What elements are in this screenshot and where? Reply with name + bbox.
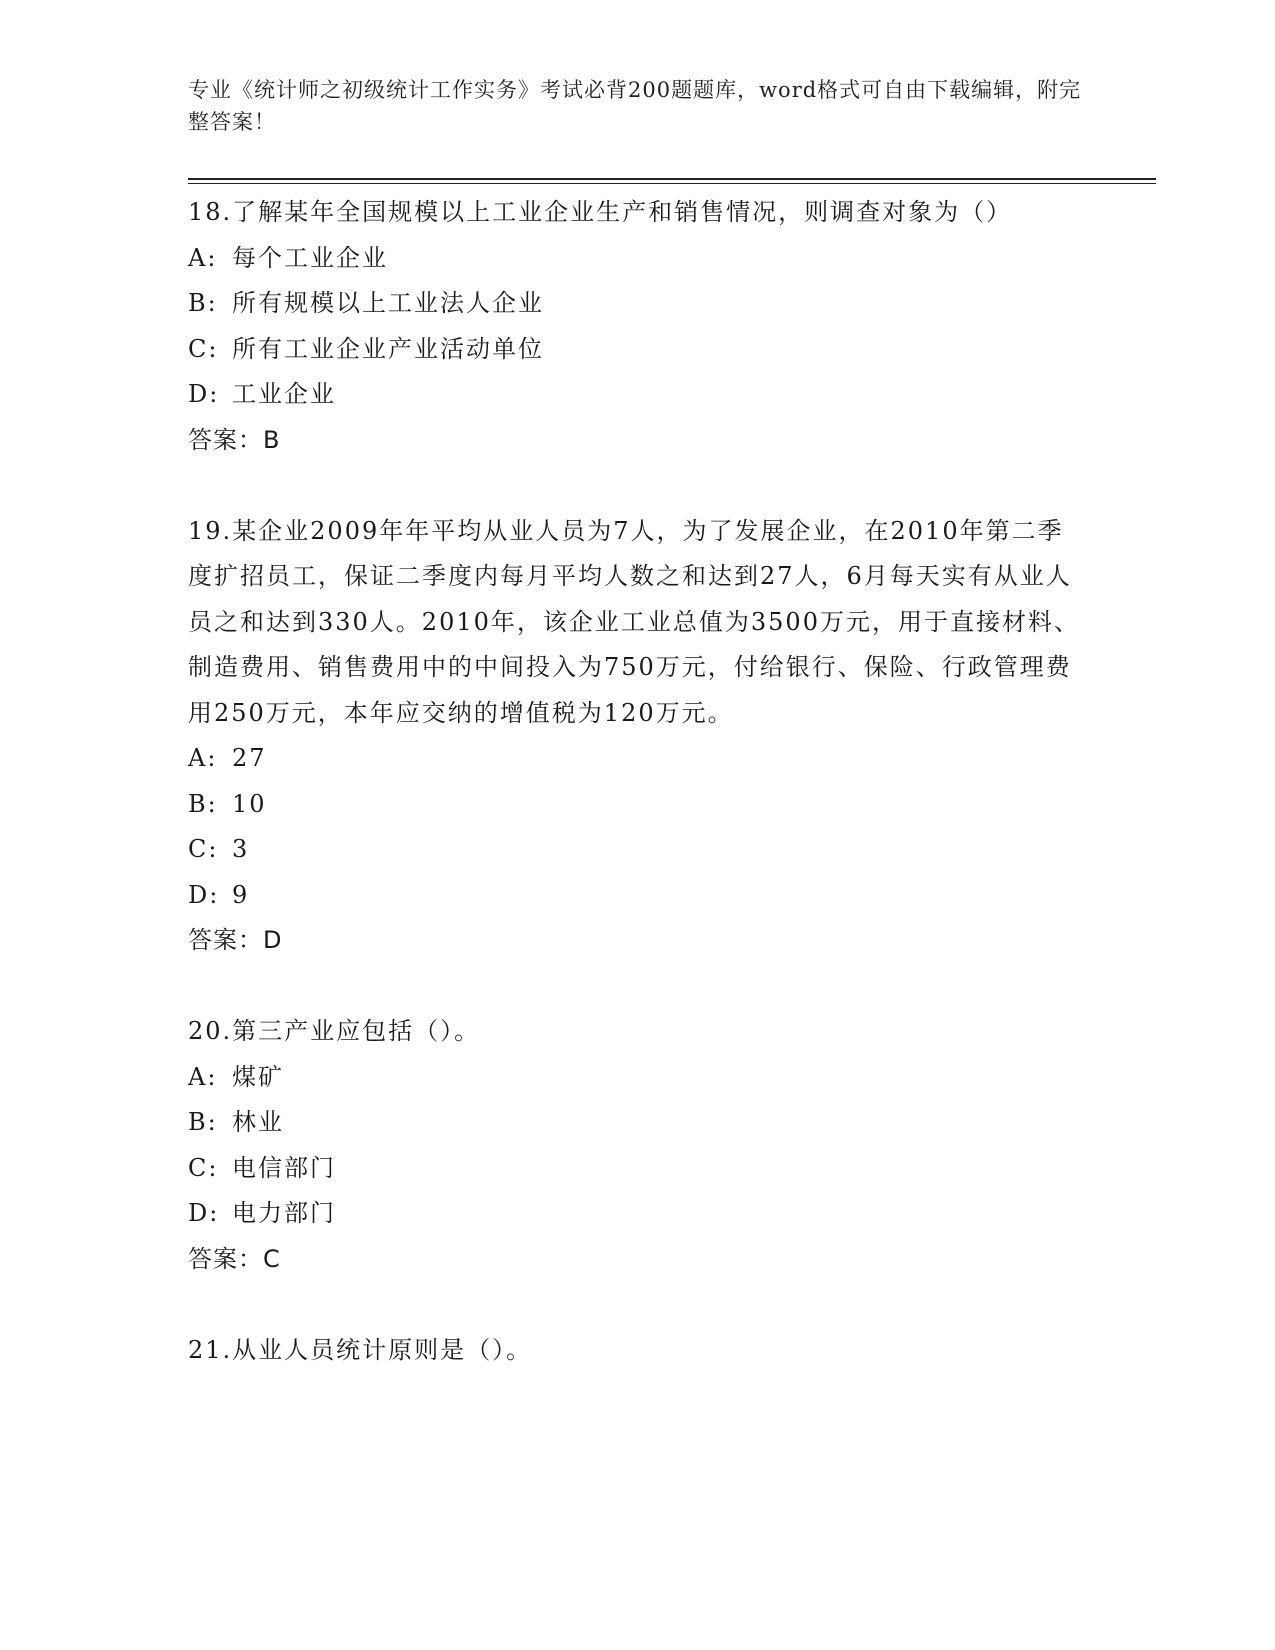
question-stem: 18.了解某年全国规模以上工业企业生产和销售情况，则调查对象为（）: [188, 198, 1013, 226]
question-spacer: [188, 463, 1088, 509]
option-letter: C:: [188, 334, 219, 363]
option-letter: C:: [188, 1153, 219, 1182]
option-text: 电信部门: [232, 1153, 336, 1182]
option-text: 所有规模以上工业法人企业: [232, 289, 544, 317]
document-header: [188, 74, 1088, 138]
question-19: [188, 509, 1088, 964]
header-divider-thin: [188, 183, 1156, 184]
option-letter: D:: [188, 380, 220, 408]
option-d: [188, 873, 1088, 919]
option-text: 工业企业: [232, 380, 336, 408]
option-letter: D:: [188, 880, 220, 909]
option-text: 电力部门: [232, 1199, 336, 1227]
question-stem: 20.第三产业应包括（）。: [188, 1017, 481, 1045]
option-text: 每个工业企业: [232, 243, 388, 272]
header-divider-thick: [188, 178, 1156, 180]
question-18: [188, 190, 1088, 463]
question-21: [188, 1328, 1088, 1374]
option-letter: A:: [188, 243, 218, 272]
option-d: [188, 372, 1088, 418]
option-c: [188, 827, 1088, 873]
option-letter: B:: [188, 789, 218, 818]
option-letter: A:: [188, 1062, 218, 1091]
option-letter: D:: [188, 1199, 220, 1227]
option-d: [188, 1191, 1088, 1237]
option-a: [188, 236, 1088, 282]
option-a: [188, 1055, 1088, 1101]
option-letter: B:: [188, 1108, 218, 1136]
question-stem: 19.某企业2009年年平均从业人员为7人，为了发展企业，在2010年第二季度扩招员工，保证二季度内每月平均人数之和达到27人，6月每天实有从业人员之和达到330人。2010年，该企业工业总值为3500万元，用于直接材料、制造费用、销售费用中的中间投入为750万元，付给银行、保险、行政管理费用250万元，本年应交纳的增值税为120万元。: [188, 516, 1080, 727]
answer-line: 答案：D: [188, 926, 283, 954]
question-list: [188, 190, 1088, 1373]
question-spacer: [188, 964, 1088, 1010]
option-b: [188, 281, 1088, 327]
question-20: [188, 1009, 1088, 1282]
option-c: [188, 327, 1088, 373]
option-a: [188, 736, 1088, 782]
option-text: 9: [232, 880, 250, 909]
option-text: 煤矿: [232, 1062, 284, 1091]
option-c: [188, 1146, 1088, 1192]
option-text: 27: [232, 744, 267, 772]
answer-line: 答案：B: [188, 425, 281, 454]
answer-line: 答案：C: [188, 1244, 281, 1273]
option-text: 3: [232, 835, 250, 863]
option-text: 所有工业企业产业活动单位: [232, 334, 544, 363]
option-b: [188, 782, 1088, 828]
option-letter: C:: [188, 835, 219, 863]
option-letter: A:: [188, 744, 218, 772]
question-spacer: [188, 1282, 1088, 1328]
option-b: [188, 1100, 1088, 1146]
option-text: 林业: [232, 1108, 284, 1136]
header-text: 专业《统计师之初级统计工作实务》考试必背200题题库，word格式可自由下载编辑，附完整答案！: [188, 78, 1082, 134]
option-text: 10: [232, 789, 267, 818]
question-stem: 21.从业人员统计原则是（）。: [188, 1335, 533, 1364]
option-letter: B:: [188, 289, 218, 317]
